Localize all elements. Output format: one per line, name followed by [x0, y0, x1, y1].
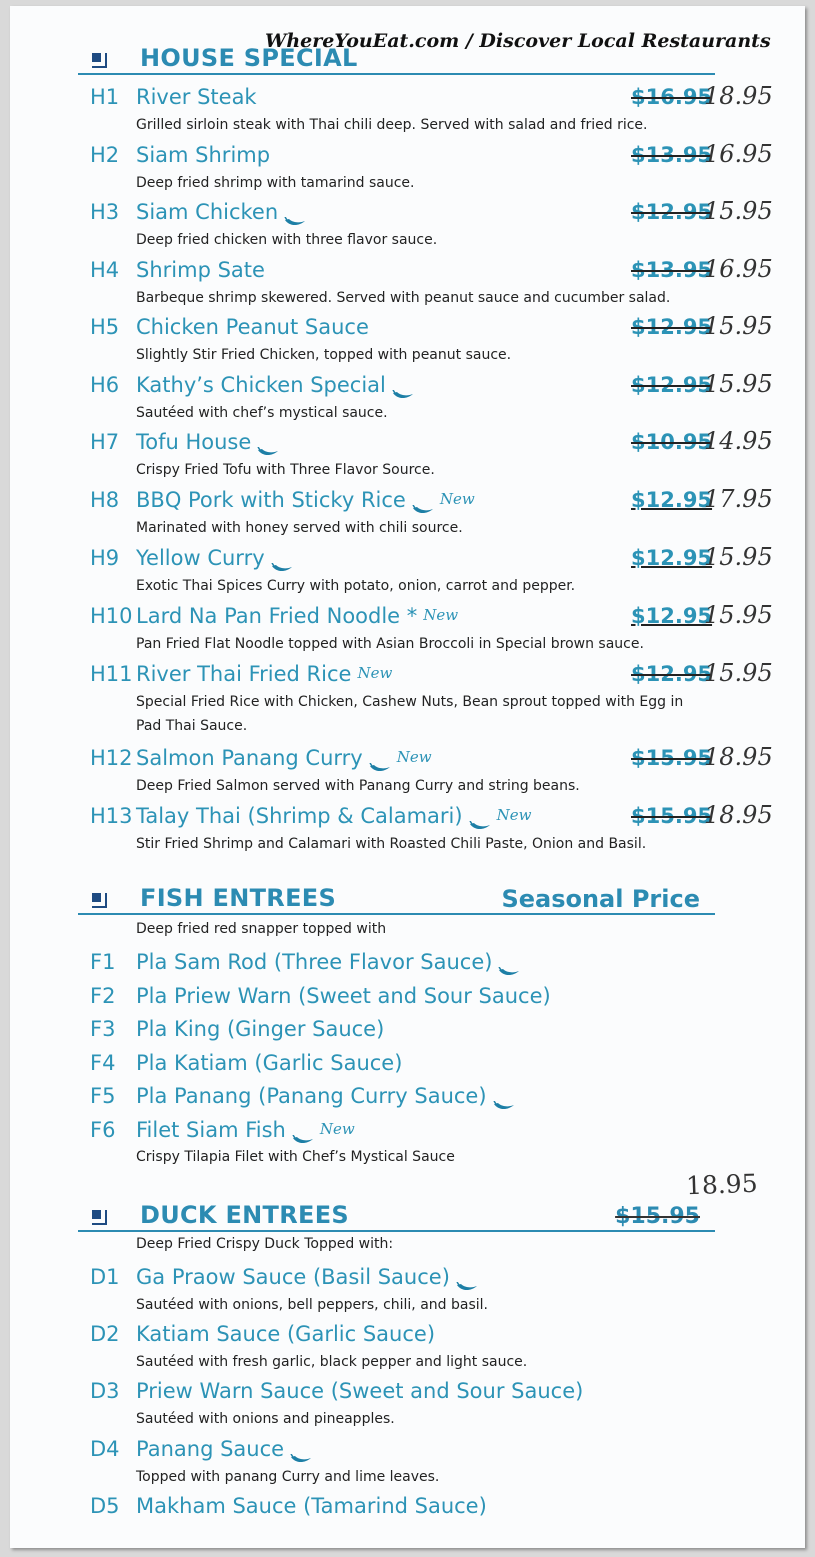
item-handwritten-price: 15.95 — [704, 312, 773, 340]
chili-pepper-icon — [493, 1092, 515, 1102]
section-note: Deep Fried Crispy Duck Topped with: — [136, 1236, 394, 1252]
item-name — [136, 662, 392, 686]
item-name — [136, 1017, 384, 1041]
item-name-text: Salmon Panang Curry — [136, 746, 363, 770]
new-badge: New — [357, 664, 393, 682]
chili-pepper-icon — [456, 1273, 478, 1283]
section-note: Deep fried red snapper topped with — [136, 921, 387, 937]
item-name-text: Pla Sam Rod (Three Flavor Sauce) — [136, 950, 493, 974]
section-title: HOUSE SPECIAL — [140, 44, 358, 72]
item-description: Deep fried chicken with three flavor sauce. — [136, 232, 438, 248]
item-description: Sautéed with fresh garlic, black pepper and light sauce. — [136, 1354, 528, 1370]
item-description: Marinated with honey served with chili source. — [136, 520, 463, 536]
item-description: Sautéed with onions, bell peppers, chili, and basil. — [136, 1297, 488, 1313]
item-code: H5 — [90, 315, 120, 339]
chili-pepper-icon — [271, 554, 293, 564]
item-description: Deep fried shrimp with tamarind sauce. — [136, 175, 415, 191]
item-name-text: Ga Praow Sauce (Basil Sauce) — [136, 1265, 450, 1289]
item-handwritten-price: 16.95 — [704, 255, 773, 283]
item-description: Stir Fried Shrimp and Calamari with Roasted Chili Paste, Onion and Basil. — [136, 836, 647, 852]
item-code: F3 — [90, 1017, 116, 1041]
item-name-text: Filet Siam Fish — [136, 1118, 286, 1142]
section-header-duck-entrees — [78, 1168, 759, 1232]
item-code: H8 — [90, 488, 120, 512]
item-code: F5 — [90, 1084, 116, 1108]
item-name — [136, 373, 414, 397]
item-name-text: Lard Na Pan Fried Noodle * — [136, 604, 418, 628]
item-name-text: Pla King (Ginger Sauce) — [136, 1017, 385, 1041]
item-name-text: River Steak — [136, 85, 257, 109]
item-old-price: $12.95 — [631, 315, 713, 339]
item-old-price: $12.95 — [631, 488, 713, 512]
item-handwritten-price: 18.95 — [704, 82, 773, 110]
item-code: H13 — [90, 804, 133, 828]
item-code: H6 — [90, 373, 120, 397]
item-description: Grilled sirloin steak with Thai chili deep. Served with salad and fried rice. — [136, 117, 648, 133]
item-old-price: $13.95 — [631, 143, 713, 167]
section-square-icon — [92, 1210, 107, 1225]
item-name-text: Katiam Sauce (Garlic Sauce) — [136, 1322, 436, 1346]
section-title: FISH ENTREES — [140, 884, 337, 912]
item-description: Crispy Tilapia Filet with Chef’s Mystical Sauce — [136, 1149, 455, 1165]
item-name-text: Pla Katiam (Garlic Sauce) — [136, 1051, 403, 1075]
item-code: D5 — [90, 1494, 120, 1518]
new-badge: New — [423, 606, 459, 624]
item-description: Barbeque shrimp skewered. Served with peanut sauce and cucumber salad. — [136, 290, 671, 306]
item-code: H7 — [90, 430, 120, 454]
item-name-text: Pla Panang (Panang Curry Sauce) — [136, 1084, 487, 1108]
item-name — [136, 1051, 402, 1075]
item-name — [136, 1437, 312, 1461]
chili-pepper-icon — [392, 381, 414, 391]
item-name — [136, 746, 432, 770]
item-name — [136, 1322, 435, 1346]
item-name-text: Pla Priew Warn (Sweet and Sour Sauce) — [136, 984, 551, 1008]
item-description: Sautéed with chef’s mystical sauce. — [136, 405, 388, 421]
item-code: F4 — [90, 1051, 116, 1075]
section-rule — [78, 1230, 715, 1232]
item-handwritten-price: 17.95 — [704, 485, 773, 513]
item-old-price: $12.95 — [631, 604, 713, 628]
item-name — [136, 984, 551, 1008]
item-old-price: $12.95 — [631, 373, 713, 397]
item-name-text: Tofu House — [136, 430, 252, 454]
section-price-label: Seasonal Price — [501, 885, 700, 913]
new-badge: New — [439, 490, 475, 508]
chili-pepper-icon — [369, 754, 391, 764]
item-name — [136, 604, 458, 628]
item-name — [136, 258, 265, 282]
item-code: H3 — [90, 200, 120, 224]
item-name — [136, 1379, 583, 1403]
section-square-icon — [92, 53, 107, 68]
section-rule — [78, 73, 715, 75]
section-header-fish-entrees — [78, 885, 715, 915]
chili-pepper-icon — [290, 1445, 312, 1455]
chili-pepper-icon — [498, 958, 520, 968]
item-handwritten-price: 14.95 — [704, 427, 773, 455]
item-name-text: Shrimp Sate — [136, 258, 265, 282]
chili-pepper-icon — [284, 208, 306, 218]
chili-pepper-icon — [257, 438, 279, 448]
item-code: H12 — [90, 746, 133, 770]
item-description: Special Fried Rice with Chicken, Cashew Nuts, Bean sprout topped with Egg in Pad Thai Sauce. — [136, 694, 684, 734]
item-name-text: Siam Shrimp — [136, 143, 271, 167]
item-handwritten-price: 18.95 — [704, 801, 773, 829]
chili-pepper-icon — [412, 496, 434, 506]
item-code: D2 — [90, 1322, 120, 1346]
item-old-price: $12.95 — [631, 546, 713, 570]
new-badge: New — [496, 806, 532, 824]
item-name-text: Panang Sauce — [136, 1437, 285, 1461]
item-code: H9 — [90, 546, 120, 570]
item-name — [136, 1118, 355, 1142]
item-name-text: Yellow Curry — [136, 546, 265, 570]
item-name-text: Chicken Peanut Sauce — [136, 315, 369, 339]
item-name — [136, 1265, 478, 1289]
item-old-price: $15.95 — [631, 804, 713, 828]
chili-pepper-icon — [292, 1126, 314, 1136]
new-badge: New — [319, 1120, 355, 1138]
item-handwritten-price: 15.95 — [704, 601, 773, 629]
item-description: Topped with panang Curry and lime leaves. — [136, 1469, 440, 1485]
item-handwritten-price: 18.95 — [704, 743, 773, 771]
item-description: Sautéed with onions and pineapples. — [136, 1411, 395, 1427]
item-name — [136, 950, 520, 974]
item-code: D1 — [90, 1265, 120, 1289]
item-name-text: Siam Chicken — [136, 200, 279, 224]
section-square-icon — [92, 893, 107, 908]
item-description: Crispy Fried Tofu with Three Flavor Source. — [136, 462, 435, 478]
item-name — [136, 85, 257, 109]
item-name — [136, 315, 369, 339]
item-old-price: $15.95 — [631, 746, 713, 770]
item-old-price: $12.95 — [631, 662, 713, 686]
new-badge: New — [396, 748, 432, 766]
item-code: H10 — [90, 604, 133, 628]
item-name — [136, 546, 293, 570]
item-code: H1 — [90, 85, 120, 109]
item-handwritten-price: 15.95 — [704, 197, 773, 225]
item-name-text: Priew Warn Sauce (Sweet and Sour Sauce) — [136, 1379, 584, 1403]
item-code: D4 — [90, 1437, 120, 1461]
item-code: H4 — [90, 258, 120, 282]
item-code: D3 — [90, 1379, 120, 1403]
section-title: DUCK ENTREES — [140, 1201, 349, 1229]
item-handwritten-price: 15.95 — [704, 370, 773, 398]
item-code: F2 — [90, 984, 116, 1008]
item-code: F1 — [90, 950, 116, 974]
item-description: Pan Fried Flat Noodle topped with Asian Broccoli in Special brown sauce. — [136, 636, 644, 652]
item-name-text: BBQ Pork with Sticky Rice — [136, 488, 406, 512]
item-old-price: $12.95 — [631, 200, 713, 224]
item-name-text: Kathy’s Chicken Special — [136, 373, 386, 397]
item-code: H2 — [90, 143, 120, 167]
item-handwritten-price: 15.95 — [704, 659, 773, 687]
item-handwritten-price: 16.95 — [704, 140, 773, 168]
item-old-price: $13.95 — [631, 258, 713, 282]
item-name-text: Makham Sauce (Tamarind Sauce) — [136, 1494, 487, 1518]
item-old-price: $10.95 — [631, 430, 713, 454]
old-price: $15.95 — [615, 1204, 700, 1229]
item-handwritten-price: 15.95 — [704, 543, 773, 571]
item-description: Deep Fried Salmon served with Panang Curry and string beans. — [136, 778, 580, 794]
watermark: WhereYouEat.com / Discover Local Restaurants — [265, 30, 771, 52]
item-description: Exotic Thai Spices Curry with potato, onion, carrot and pepper. — [136, 578, 576, 594]
item-name — [136, 1084, 515, 1108]
item-name-text: Talay Thai (Shrimp & Calamari) — [136, 804, 463, 828]
item-name — [136, 804, 531, 828]
item-name — [136, 488, 475, 512]
item-description: Slightly Stir Fried Chicken, topped with peanut sauce. — [136, 347, 512, 363]
item-name — [136, 200, 306, 224]
item-code: F6 — [90, 1118, 116, 1142]
item-name — [136, 1494, 487, 1518]
item-name-text: River Thai Fried Rice — [136, 662, 352, 686]
item-old-price: $16.95 — [631, 85, 713, 109]
item-name — [136, 143, 270, 167]
chili-pepper-icon — [469, 812, 491, 822]
item-code: H11 — [90, 662, 133, 686]
handwritten-price: 18.95 — [685, 1168, 759, 1201]
section-rule — [78, 913, 715, 915]
item-name — [136, 430, 279, 454]
